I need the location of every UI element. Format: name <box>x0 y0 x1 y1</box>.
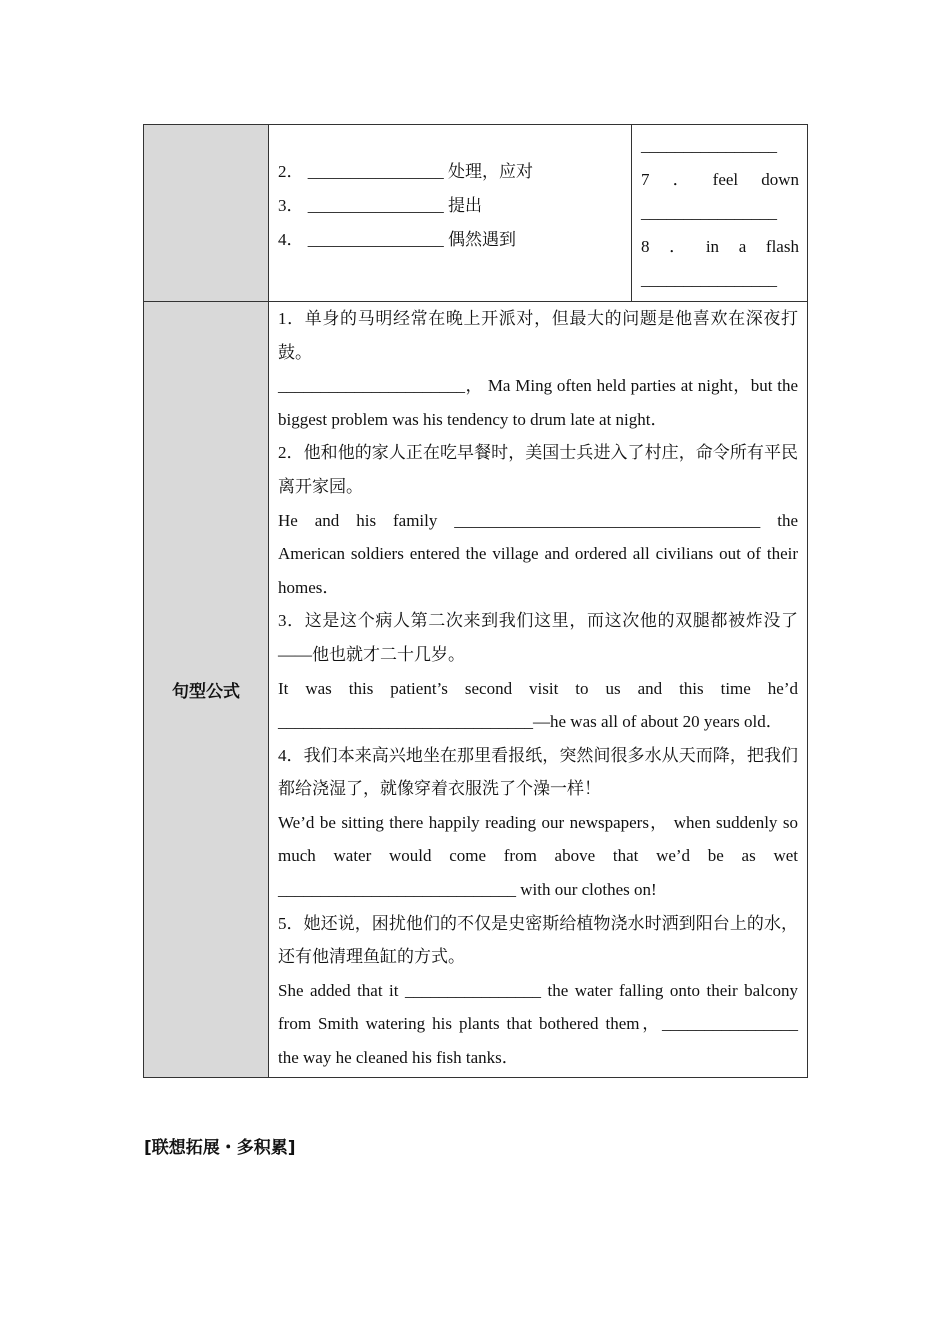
vocab-blank-bottom[interactable]: ________________ <box>641 270 777 290</box>
sentence-3-en: It was this patient’s second visit to us and this time he’d ______________________________—he was all of about 20 years old． <box>278 678 798 732</box>
vocab-item-3: 3． ________________ 提出 <box>278 196 482 215</box>
sentence-content-cell <box>269 301 808 1077</box>
section-label: 句型公式 <box>172 681 240 702</box>
sentence-3-cn: 3．这是这个病人第二次来到我们这里，而这次他的双腿都被炸没了——他也就才二十几岁。 <box>278 611 798 664</box>
vocab-blank-mid[interactable]: ________________ <box>641 203 777 223</box>
vocab-meaning: 偶然遇到 <box>448 230 516 249</box>
vocab-blank[interactable]: ________________ <box>307 230 444 249</box>
sentence-5-en: She added that it ________________ the water falling onto their balcony from Smith watering his plants that bothered them，________________ the way he cleaned his fish tanks． <box>278 980 798 1068</box>
sentence-blank[interactable]: ______________________ <box>278 376 465 396</box>
sentence-blank[interactable]: ______________________________ <box>278 712 533 732</box>
sentence-blank[interactable]: ____________________________ <box>278 880 516 900</box>
sentence-5-cn: 5．她还说，困扰他们的不仅是史密斯给植物浇水时洒到阳台上的水，还有他清理鱼缸的方式。 <box>278 913 798 967</box>
vocab-row <box>144 125 808 302</box>
vocab-meaning: 提出 <box>448 196 482 215</box>
sentence-2-en: He and his family ____________________________________ the American soldiers entered the village and ordered all civilians out of their homes． <box>278 510 798 597</box>
vocab-blank[interactable]: ________________ <box>307 162 444 181</box>
footer-label: [联想拓展・多积累] <box>144 1138 296 1158</box>
sentence-1-en: ______________________， Ma Ming often held parties at night，but the biggest problem was his tendency to drum late at night． <box>278 376 798 429</box>
sentence-4-en: We’d be sitting there happily reading our newspapers， when suddenly so much water would come from above that we’d be as wet ____________________________ with our clothes on! <box>278 812 798 900</box>
sentence-label-cell <box>144 301 269 1077</box>
vocab-right-cell <box>632 125 808 302</box>
vocab-item-7: 7 ． feel down <box>641 169 799 189</box>
vocab-item-4: 4． ________________ 偶然遇到 <box>278 230 516 249</box>
sentence-row <box>144 301 808 1077</box>
vocab-item-2: 2． ________________ 处理，应对 <box>278 162 533 181</box>
vocab-blank-top[interactable]: ________________ <box>641 136 777 155</box>
sentence-2-cn: 2．他和他的家人正在吃早餐时，美国士兵进入了村庄，命令所有平民离开家园。 <box>278 443 798 496</box>
sentence-blank[interactable]: ________________ <box>662 1014 798 1034</box>
vocab-label-cell <box>144 125 269 302</box>
sentence-blank[interactable]: ____________________________________ <box>454 510 761 530</box>
sentence-1-cn: 1．单身的马明经常在晚上开派对，但最大的问题是他喜欢在深夜打鼓。 <box>278 308 798 362</box>
vocab-meaning: 处理，应对 <box>448 162 533 181</box>
vocab-left-cell <box>269 125 632 302</box>
sentence-4-cn: 4．我们本来高兴地坐在那里看报纸，突然间很多水从天而降，把我们都给浇湿了，就像穿着衣服洗了个澡一样！ <box>278 745 798 799</box>
vocab-item-8: 8 ． in a flash <box>641 236 799 256</box>
worksheet-table <box>143 124 808 1078</box>
sentence-blank[interactable]: ________________ <box>404 980 541 1000</box>
vocab-blank[interactable]: ________________ <box>307 196 444 215</box>
